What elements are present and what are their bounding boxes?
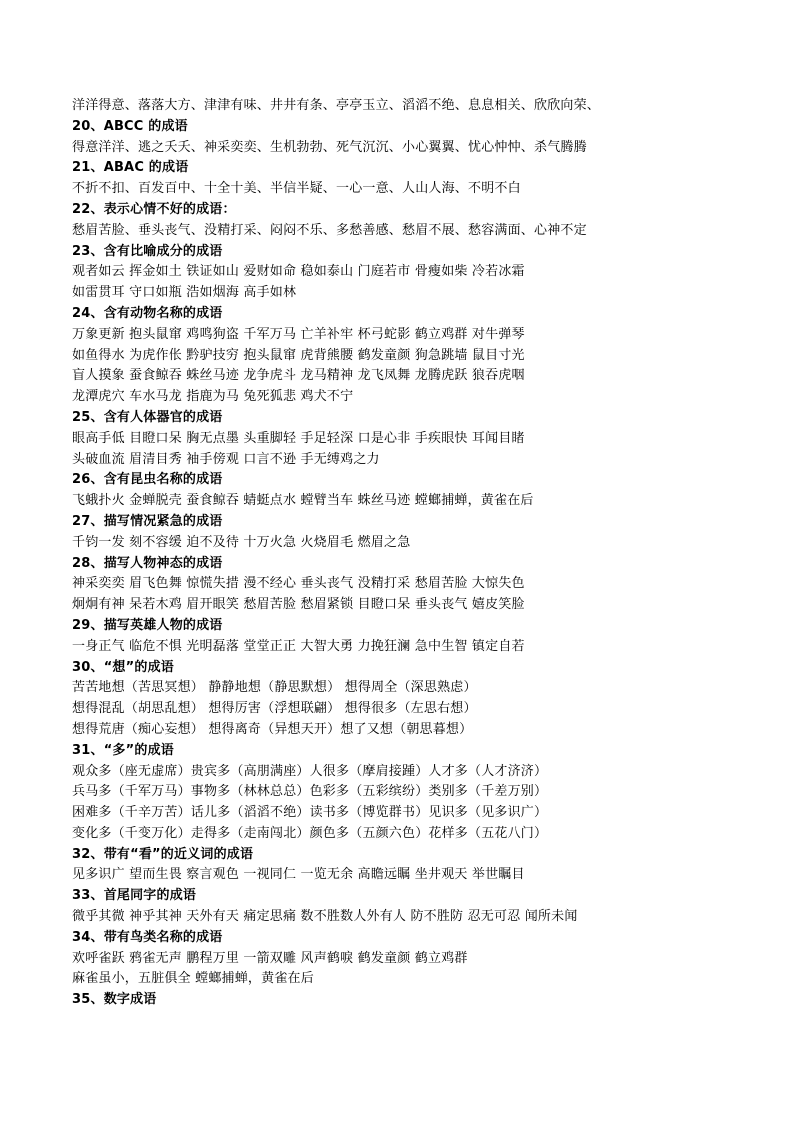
idiom-line: 头破血流 眉清目秀 袖手傍观 口言不逊 手无缚鸡之力 (72, 451, 380, 467)
section-heading: 22、表示心情不好的成语： (72, 201, 236, 217)
idiom-line: 观众多（座无虚席）贵宾多（高朋满座）人很多（摩肩接踵）人才多（人才济济） (72, 763, 548, 779)
idiom-line: 变化多（千变万化）走得多（走南闯北）颜色多（五颜六色）花样多（五花八门） (72, 825, 548, 841)
idiom-line: 兵马多（千军万马）事物多（林林总总）色彩多（五彩缤纷）类别多（千差万别） (72, 784, 548, 800)
section-heading: 28、描写人物神态的成语 (72, 555, 223, 571)
idiom-line: 盲人摸象 蚕食鲸吞 蛛丝马迹 龙争虎斗 龙马精神 龙飞凤舞 龙腾虎跃 狼吞虎咽 (72, 368, 525, 384)
section-heading: 23、含有比喻成分的成语 (72, 243, 223, 259)
section-heading: 24、含有动物名称的成语 (72, 305, 223, 321)
idiom-line: 麻雀虽小，五脏俱全 螳螂捕蝉，黄雀在后 (72, 971, 314, 987)
idiom-line: 苦苦地想（苦思冥想） 静静地想（静思默想） 想得周全（深思熟虑） (72, 680, 477, 696)
idiom-line: 洋洋得意、落落大方、津津有味、井井有条、亭亭玉立、滔滔不绝、息息相关、欣欣向荣、 (72, 98, 601, 113)
document-page (72, 96, 732, 1011)
idiom-line: 飞蛾扑火 金蝉脱壳 蚕食鲸吞 蜻蜓点水 螳臂当车 蛛丝马迹 螳螂捕蝉，黄雀在后 (72, 493, 534, 509)
idiom-line: 龙潭虎穴 车水马龙 指鹿为马 兔死狐悲 鸡犬不宁 (72, 389, 354, 405)
section-heading: 29、描写英雄人物的成语 (72, 617, 223, 633)
idiom-line: 想得混乱（胡思乱想） 想得厉害（浮想联翩） 想得很多（左思右想） (72, 701, 477, 717)
section-heading: 26、含有昆虫名称的成语 (72, 472, 223, 488)
idiom-line: 欢呼雀跃 鸦雀无声 鹏程万里 一箭双雕 风声鹤唳 鹤发童颜 鹤立鸡群 (72, 950, 468, 966)
section-heading: 20、ABCC 的成语 (72, 118, 188, 134)
idiom-line: 微乎其微 神乎其神 天外有天 痛定思痛 数不胜数人外有人 防不胜防 忍无可忍 闻所未闻 (72, 909, 578, 925)
section-heading: 33、首尾同字的成语 (72, 888, 197, 904)
idiom-line: 神采奕奕 眉飞色舞 惊慌失措 漫不经心 垂头丧气 没精打采 愁眉苦脸 大惊失色 (72, 576, 525, 592)
idiom-line: 万象更新 抱头鼠窜 鸡鸣狗盗 千军万马 亡羊补牢 杯弓蛇影 鹤立鸡群 对牛弹琴 (72, 326, 525, 342)
section-heading: 30、“想”的成语 (72, 659, 174, 675)
idiom-line: 如鱼得水 为虎作伥 黔驴技穷 抱头鼠窜 虎背熊腰 鹤发童颜 狗急跳墙 鼠目寸光 (72, 347, 525, 363)
idiom-line: 炯炯有神 呆若木鸡 眉开眼笑 愁眉苦脸 愁眉紧锁 目瞪口呆 垂头丧气 嬉皮笑脸 (72, 597, 525, 613)
idiom-line: 如雷贯耳 守口如瓶 浩如烟海 高手如林 (72, 285, 297, 301)
idiom-line: 一身正气 临危不惧 光明磊落 堂堂正正 大智大勇 力挽狂澜 急中生智 镇定自若 (72, 638, 525, 654)
section-heading: 35、数字成语 (72, 992, 157, 1008)
section-heading: 21、ABAC 的成语 (72, 160, 189, 176)
idiom-line: 千钧一发 刻不容缓 迫不及待 十万火急 火烧眉毛 燃眉之急 (72, 534, 411, 550)
idiom-line: 眼高手低 目瞪口呆 胸无点墨 头重脚轻 手足轻深 口是心非 手疾眼快 耳闻目睹 (72, 430, 525, 446)
idiom-line: 愁眉苦脸、垂头丧气、没精打采、闷闷不乐、多愁善感、愁眉不展、愁容满面、心神不定 (72, 222, 587, 238)
section-heading: 34、带有鸟类名称的成语 (72, 929, 223, 945)
section-heading: 25、含有人体器官的成语 (72, 409, 223, 425)
idiom-line: 不折不扣、百发百中、十全十美、半信半疑、一心一意、人山人海、不明不白 (72, 181, 521, 197)
section-heading: 32、带有“看”的近义词的成语 (72, 846, 254, 862)
idiom-line: 困难多（千辛万苦）话儿多（滔滔不绝）读书多（博览群书）见识多（见多识广） (72, 805, 548, 821)
section-heading: 27、描写情况紧急的成语 (72, 513, 223, 529)
idiom-line: 想得荒唐（痴心妄想） 想得离奇（异想天开）想了又想（朝思暮想） (72, 721, 473, 737)
section-heading: 31、“多”的成语 (72, 742, 174, 758)
idiom-line: 得意洋洋、逃之夭夭、神采奕奕、生机勃勃、死气沉沉、小心翼翼、忧心忡忡、杀气腾腾 (72, 139, 587, 155)
idiom-line: 观者如云 挥金如土 铁证如山 爱财如命 稳如泰山 门庭若市 骨瘦如柴 冷若冰霜 (72, 264, 525, 280)
idiom-line: 见多识广 望而生畏 察言观色 一视同仁 一览无余 高瞻远瞩 坐井观天 举世瞩目 (72, 867, 525, 883)
